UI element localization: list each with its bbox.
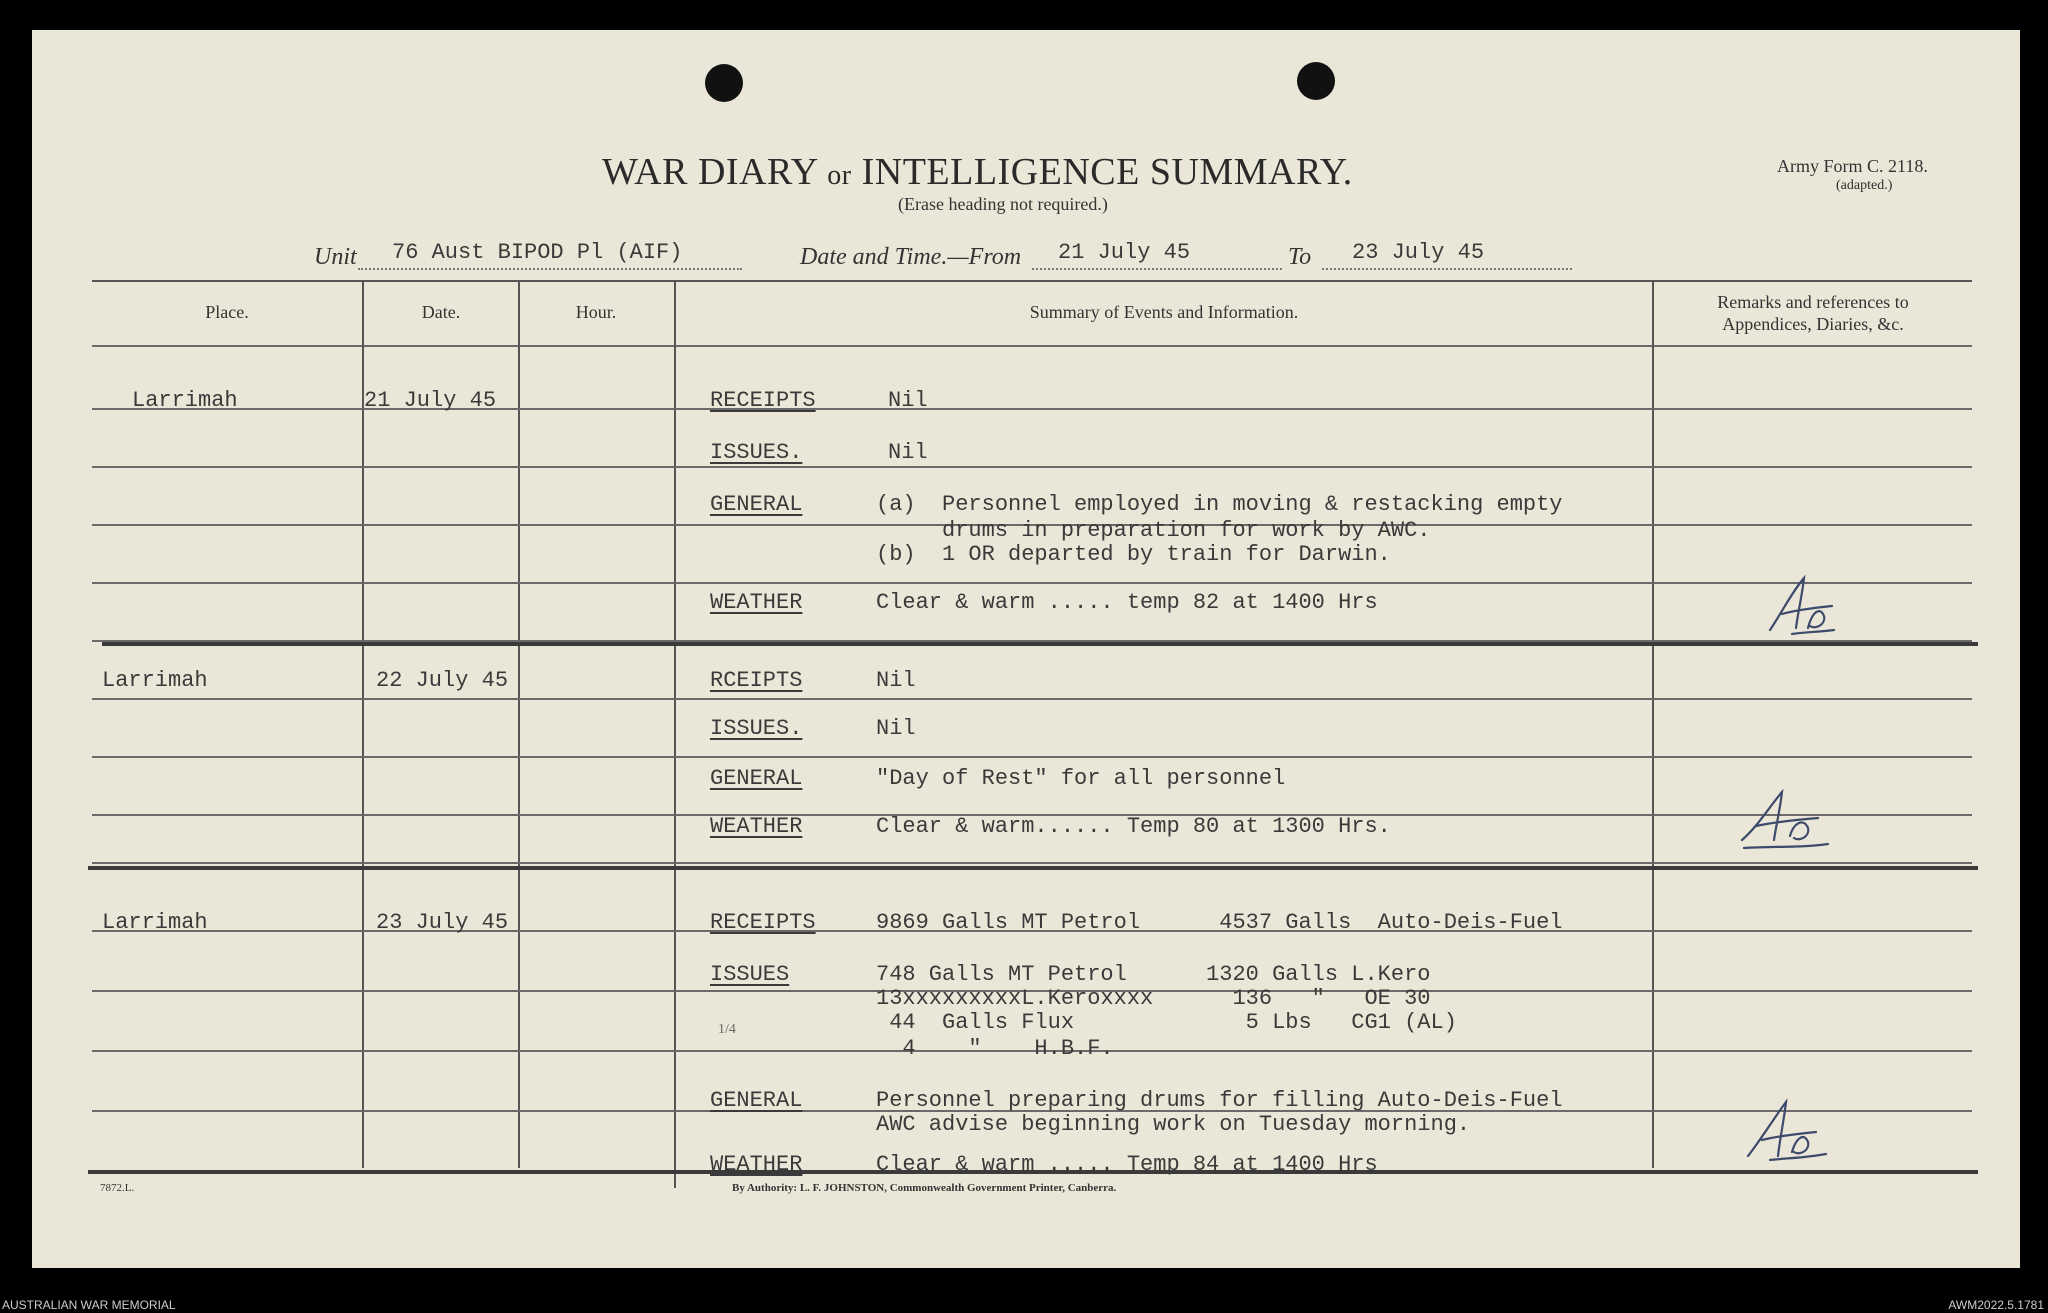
archive-name: AUSTRALIAN WAR MEMORIAL (2, 1298, 176, 1312)
signature-initials-3 (1742, 1096, 1832, 1166)
entry-2-receipts-label: RCEIPTS (710, 668, 803, 693)
army-form-adapted: (adapted.) (1836, 178, 1893, 193)
entry-2-issues-label: ISSUES. (710, 716, 803, 741)
unit-dotted-line (358, 268, 742, 270)
entry-3-place: Larrimah (102, 910, 208, 935)
entry-1-issues-label: ISSUES. (710, 440, 803, 465)
signature-initials-1 (1762, 572, 1842, 642)
entry-3-weather-label: WEATHER (710, 1152, 803, 1177)
col-header-hour: Hour. (575, 302, 617, 322)
entry-1-general-b: (b) 1 OR departed by train for Darwin. (876, 542, 1391, 567)
entry-3-receipts-text: 9869 Galls MT Petrol 4537 Galls Auto-Deis-Fuel (876, 910, 1563, 935)
from-dotted-line (1032, 268, 1282, 270)
to-dotted-line (1322, 268, 1572, 270)
col-header-remarks-line1: Remarks and references to (1717, 292, 1909, 312)
row-rule (92, 698, 1972, 700)
army-form-number: Army Form C. 2118. (1777, 156, 1928, 176)
unit-value: 76 Aust BIPOD Pl (AIF) (392, 240, 683, 265)
punch-hole-right (1297, 62, 1335, 100)
entry-3-general-line1: Personnel preparing drums for filling Auto-Deis-Fuel (876, 1088, 1563, 1113)
archive-reference: AWM2022.5.1781 (1948, 1298, 2044, 1312)
printer-authority: By Authority: L. F. JOHNSTON, Commonwealth Government Printer, Canberra. (732, 1182, 1117, 1194)
entry-1-weather-text: Clear & warm ..... temp 82 at 1400 Hrs (876, 590, 1378, 615)
row-rule (92, 466, 1972, 468)
col-rule-summary-remarks (1652, 280, 1654, 1168)
entry-1-general-a-line2: drums in preparation for work by AWC. (876, 518, 1431, 543)
entry-3-issues-line1: 748 Galls MT Petrol 1320 Galls L.Kero (876, 962, 1431, 987)
unit-label: Unit (314, 244, 357, 270)
entry-2-general-label: GENERAL (710, 766, 803, 791)
entry-1-date: 21 July 45 (364, 388, 497, 413)
row-rule (92, 862, 1972, 864)
col-rule-date-hour (518, 280, 520, 1168)
entry-3-issues-label: ISSUES (710, 962, 790, 987)
signature-initials-2 (1734, 786, 1834, 856)
entry-2-receipts-text: Nil (876, 668, 916, 693)
entry-1-weather-label: WEATHER (710, 590, 803, 615)
entry-2-general-text: "Day of Rest" for all personnel (876, 766, 1286, 791)
table-top-rule (92, 280, 1972, 282)
entry-3-issues-line2: 13xxxxxxxxxL.Keroxxxx 136 " OE 30 (876, 986, 1431, 1011)
entry-1-place: Larrimah (132, 388, 238, 413)
entry-2-place: Larrimah (102, 668, 208, 693)
col-header-date: Date. (421, 302, 461, 322)
row-rule (92, 756, 1972, 758)
entry-1-receipts-label: RECEIPTS (710, 388, 816, 413)
form-title: WAR DIARY or INTELLIGENCE SUMMARY. (602, 151, 1353, 193)
entry-3-receipts-label: RECEIPTS (710, 910, 816, 935)
form-print-number: 7872.L. (100, 1182, 135, 1194)
entry-3-weather-text: Clear & warm ..... Temp 84 at 1400 Hrs (876, 1152, 1378, 1177)
entry-1-receipts-text: Nil (888, 388, 928, 413)
from-value: 21 July 45 (1058, 240, 1191, 265)
entry-1-general-label: GENERAL (710, 492, 803, 517)
date-from-label: Date and Time.—From (800, 244, 1022, 270)
entry-divider-2 (88, 866, 1978, 870)
entry-3-general-label: GENERAL (710, 1088, 803, 1113)
entry-3-issues-line4: 4 " H.B.F. (876, 1036, 1114, 1061)
diary-sheet (32, 30, 2020, 1268)
entry-2-weather-text: Clear & warm...... Temp 80 at 1300 Hrs. (876, 814, 1391, 839)
margin-fraction-note: 1/4 (718, 1022, 736, 1037)
col-header-summary: Summary of Events and Information. (1029, 302, 1299, 322)
punch-hole-left (705, 64, 743, 102)
header-bottom-rule (92, 345, 1972, 347)
entry-divider-1 (102, 642, 1978, 646)
entry-1-general-a-line1: (a) Personnel employed in moving & restacking empty (876, 492, 1563, 517)
row-rule (92, 582, 1972, 584)
col-rule-place-date (362, 280, 364, 1168)
col-rule-hour-summary (674, 280, 676, 1188)
entry-2-issues-text: Nil (876, 716, 916, 741)
to-value: 23 July 45 (1352, 240, 1485, 265)
entry-2-date: 22 July 45 (376, 668, 509, 693)
date-to-label: To (1288, 244, 1312, 270)
col-header-remarks-line2: Appendices, Diaries, &c. (1722, 314, 1904, 334)
entry-3-issues-line3: 44 Galls Flux 5 Lbs CG1 (AL) (876, 1010, 1457, 1035)
entry-2-weather-label: WEATHER (710, 814, 803, 839)
form-subtitle: (Erase heading not required.) (898, 194, 1108, 214)
entry-3-date: 23 July 45 (376, 910, 509, 935)
entry-3-general-line2: AWC advise beginning work on Tuesday morning. (876, 1112, 1471, 1137)
col-header-place: Place. (205, 302, 249, 322)
entry-1-issues-text: Nil (888, 440, 928, 465)
